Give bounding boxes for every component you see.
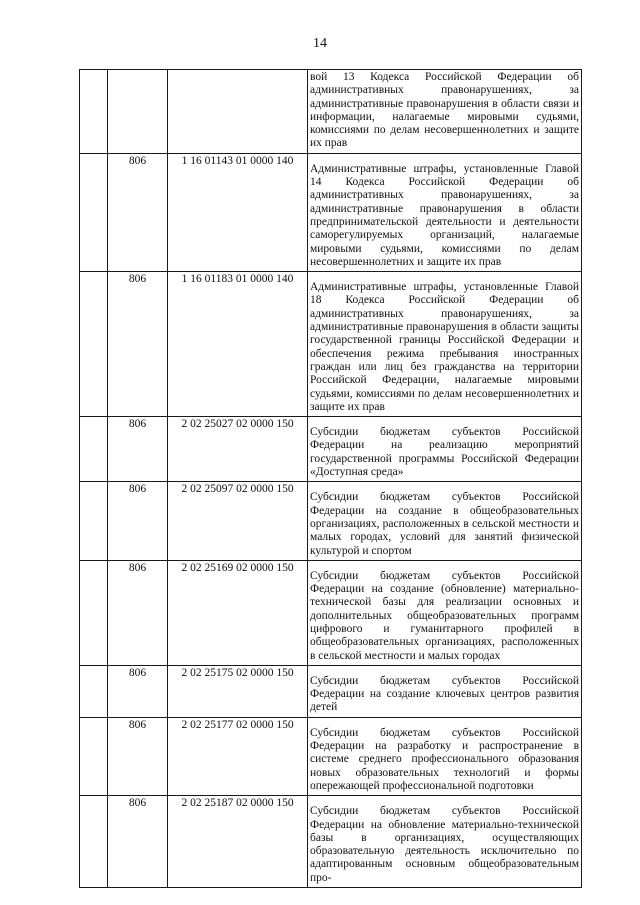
admin-code-cell: 806 [108, 417, 168, 482]
description-cell: Субсидии бюджетам субъектов Российской Федерации на обновление материально-технической базы в организациях, осуществляющих образовательную деятельность исключительно по адаптированным основным общеобразовательным про- [308, 796, 582, 888]
row-number-cell [80, 70, 108, 154]
description-cell: Субсидии бюджетам субъектов Российской Федерации на создание ключевых центров развития детей [308, 665, 582, 717]
row-number-cell [80, 482, 108, 560]
description-cell: Субсидии бюджетам субъектов Российской Федерации на реализацию мероприятий государственной программы Российской Федерации «Доступная среда» [308, 417, 582, 482]
description-cell: Субсидии бюджетам субъектов Российской Федерации на создание в общеобразовательных организациях, расположенных в сельской местности и малых городах, условий для занятий физической культурой и спортом [308, 482, 582, 560]
kbk-code-cell: 2 02 25169 02 0000 150 [168, 560, 308, 665]
table-row [80, 417, 582, 482]
table-row [80, 717, 582, 795]
admin-code-cell: 806 [108, 665, 168, 717]
row-number-cell [80, 153, 108, 271]
kbk-code-cell: 1 16 01143 01 0000 140 [168, 153, 308, 271]
kbk-code-cell: 2 02 25187 02 0000 150 [168, 796, 308, 888]
kbk-code-cell: 2 02 25097 02 0000 150 [168, 482, 308, 560]
admin-code-cell: 806 [108, 560, 168, 665]
description-cell: Административные штрафы, установленные Главой 18 Кодекса Российской Федерации об административных правонарушениях, за административные правонарушения в области защиты государственной границы Российской Федерации и обеспечения режима пребывания иностранных граждан или лиц без гражданства на территории Российской Федерации, налагаемые мировыми судьями, комиссиями по делам несовершеннолетних и защите их прав [308, 272, 582, 417]
admin-code-cell: 806 [108, 796, 168, 888]
table-row [80, 796, 582, 888]
kbk-code-cell: 2 02 25027 02 0000 150 [168, 417, 308, 482]
admin-code-cell: 806 [108, 482, 168, 560]
kbk-code-cell: 1 16 01183 01 0000 140 [168, 272, 308, 417]
table-row [80, 153, 582, 271]
description-cell: Субсидии бюджетам субъектов Российской Федерации на создание (обновление) материально-технической базы для реализации основных и дополнительных общеобразовательных программ цифрового и гуманитарного профилей в общеобразовательных организациях, расположенных в сельской местности и малых городах [308, 560, 582, 665]
row-number-cell [80, 272, 108, 417]
table-row [80, 272, 582, 417]
table-row [80, 665, 582, 717]
row-number-cell [80, 417, 108, 482]
page-number: 14 [313, 36, 327, 51]
row-number-cell [80, 796, 108, 888]
admin-code-cell: 806 [108, 272, 168, 417]
admin-code-cell [108, 70, 168, 154]
row-number-cell [80, 665, 108, 717]
row-number-cell [80, 560, 108, 665]
description-cell: вой 13 Кодекса Российской Федерации об административных правонарушениях, за административные правонарушения в области связи и информации, налагаемые мировыми судьями, комиссиями по делам несовершеннолетних и защите их прав [308, 70, 582, 154]
table-row [80, 70, 582, 154]
table-row [80, 482, 582, 560]
table-row [80, 560, 582, 665]
admin-code-cell: 806 [108, 717, 168, 795]
description-cell: Субсидии бюджетам субъектов Российской Федерации на разработку и распространение в системе среднего профессионального образования новых образовательных технологий и формы опережающей профессиональной подготовки [308, 717, 582, 795]
budget-codes-table [79, 69, 582, 888]
description-cell: Административные штрафы, установленные Главой 14 Кодекса Российской Федерации об административных правонарушениях, за административные правонарушения в области предпринимательской деятельности и деятельности саморегулируемых организаций, налагаемые мировыми судьями, комиссиями по делам несовершеннолетних и защите их прав [308, 153, 582, 271]
row-number-cell [80, 717, 108, 795]
kbk-code-cell [168, 70, 308, 154]
kbk-code-cell: 2 02 25175 02 0000 150 [168, 665, 308, 717]
kbk-code-cell: 2 02 25177 02 0000 150 [168, 717, 308, 795]
admin-code-cell: 806 [108, 153, 168, 271]
